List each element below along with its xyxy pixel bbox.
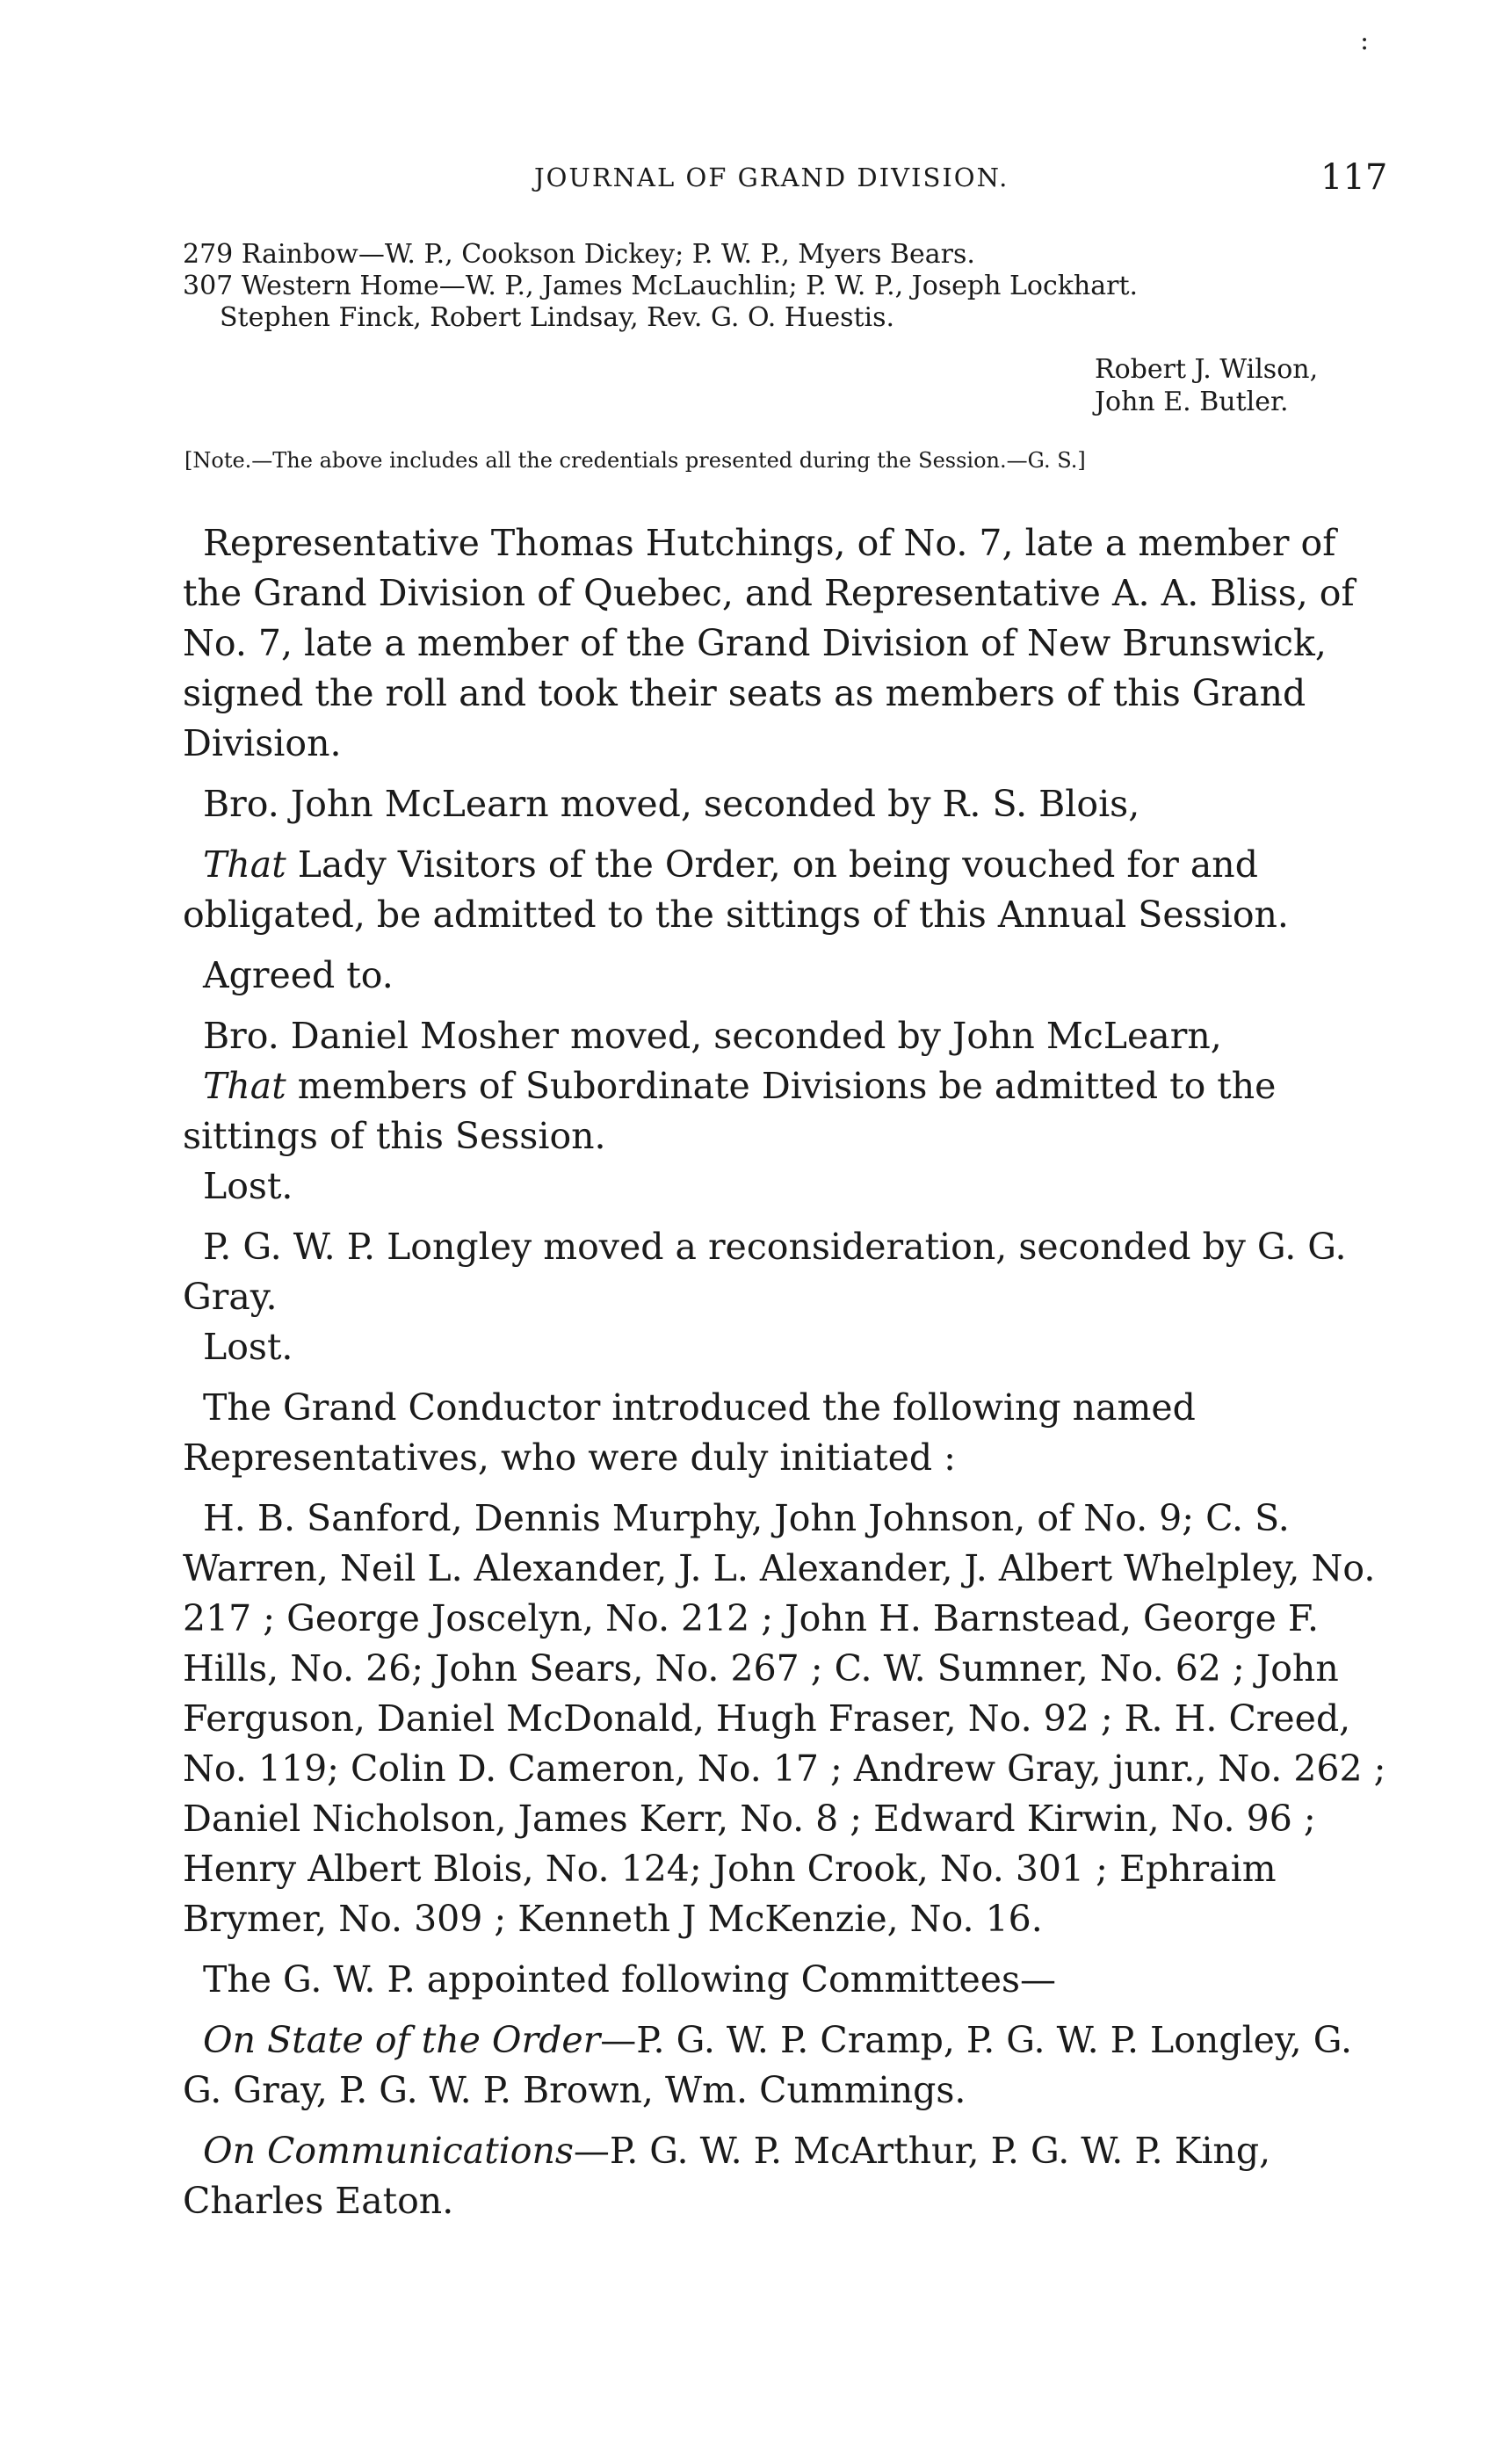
resolution-lead: That — [203, 843, 286, 886]
page-header — [0, 157, 1512, 206]
paragraph-agreed: Agreed to. — [203, 954, 394, 996]
paragraph-lost-1: Lost. — [203, 1165, 293, 1207]
paragraph-initiated-list: H. B. Sanford, Dennis Murphy, John Johnson, of No. 9; C. S. Warren, Neil L. Alexander, J. L. Alexander, J. Albert Whelpley, No. 217 ; George Joscelyn, No. 212 ; John H. Barnstead, George F. Hills, No. 26; John Sears, No. 267 ; C. W. Sumner, No. 62 ; John Ferguson, Daniel McDonald, Hugh Fraser, No. 92 ; R. H. Creed, No. 119; Colin D. Cameron, No. 17 ; Andrew Gray, junr., No. 262 ; Daniel Nicholson, James Kerr, No. 8 ; Edward Kirwin, No. 96 ; Henry Albert Blois, No. 124; John Crook, No. 301 ; Ephraim Brymer, No. 309 ; Kenneth J McKenzie, No. 16. — [183, 1497, 1386, 1940]
running-head: JOURNAL OF GRAND DIVISION. — [534, 163, 1009, 192]
paragraph-resolution-lady-visitors — [183, 840, 1395, 940]
signature-butler: John E. Butler. — [1095, 387, 1289, 417]
paragraph-grand-conductor: The Grand Conductor introduced the following named Representatives, who were duly initiated : — [183, 1386, 1196, 1479]
credentials-note: [Note.—The above includes all the credentials presented during the Session.—G. S.] — [184, 448, 1086, 473]
page-number: 117 — [1320, 157, 1388, 198]
committee-name: On Communications — [203, 2130, 574, 2172]
resolution-lead: That — [203, 1065, 286, 1107]
credential-line-continued: Stephen Finck, Robert Lindsay, Rev. G. O. Huestis. — [220, 302, 895, 333]
paragraph-lost-2: Lost. — [203, 1326, 293, 1368]
credential-line-307: 307 Western Home—W. P., James McLauchlin; P. W. P., Joseph Lockhart. — [183, 271, 1139, 301]
committee-name: On State of the Order — [203, 2019, 601, 2061]
resolution-text: Lady Visitors of the Order, on being vouched for and obligated, be admitted to the sittings of this Annual Session. — [183, 843, 1289, 936]
committee-members: —P. G. W. P. Cramp, P. G. W. P. Longley, G. G. Gray, P. G. W. P. Brown, Wm. Cummings. — [183, 2019, 1353, 2111]
margin-mark: : — [1360, 25, 1370, 56]
minutes-body — [183, 518, 1395, 2226]
paragraph-motion-mclearn: Bro. John McLearn moved, seconded by R. S. Blois, — [203, 783, 1140, 825]
paragraph-motion-mosher: Bro. Daniel Mosher moved, seconded by John McLearn, — [203, 1015, 1222, 1057]
paragraph-reconsideration: P. G. W. P. Longley moved a reconsideration, seconded by G. G. Gray. — [183, 1226, 1347, 1318]
paragraph-committee-state-of-order — [183, 2015, 1395, 2116]
paragraph-resolution-subordinate — [183, 1061, 1395, 1161]
signature-wilson: Robert J. Wilson, — [1095, 354, 1319, 385]
paragraph-committee-communications — [183, 2126, 1395, 2226]
paragraph-representatives-seated: Representative Thomas Hutchings, of No. 7, late a member of the Grand Division of Quebec, and Representative A. A. Bliss, of No. 7, late a member of the Grand Division of New Brunswick, signed the roll and took their seats as members of this Grand Division. — [183, 522, 1355, 764]
committee-members: —P. G. W. P. McArthur, P. G. W. P. King, Charles Eaton. — [183, 2130, 1271, 2222]
credential-line-279: 279 Rainbow—W. P., Cookson Dickey; P. W. P., Myers Bears. — [183, 239, 975, 270]
resolution-text: members of Subordinate Divisions be admitted to the sittings of this Session. — [183, 1065, 1277, 1157]
paragraph-committees: The G. W. P. appointed following Committees— — [203, 1958, 1057, 2001]
